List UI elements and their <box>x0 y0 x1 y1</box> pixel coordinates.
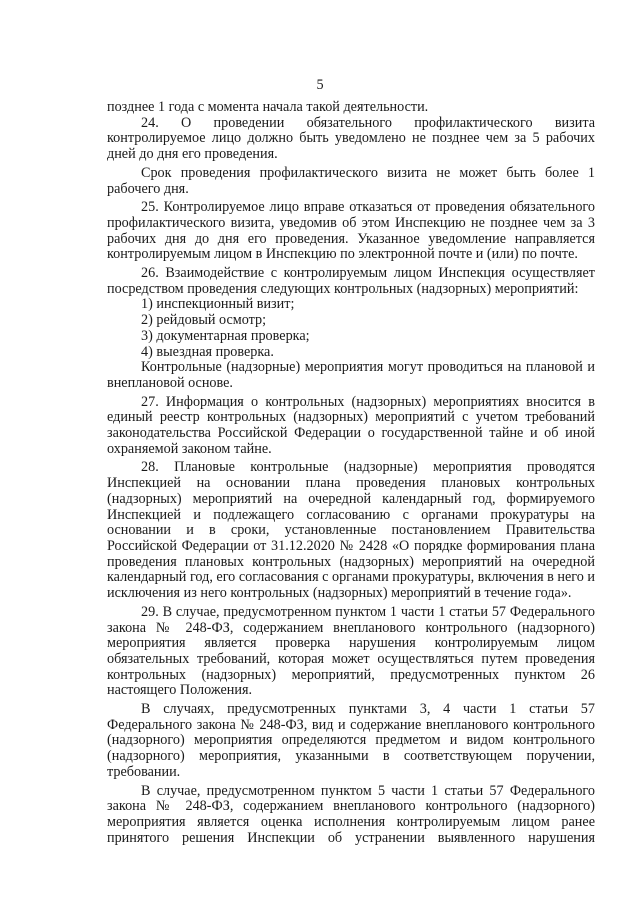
paragraph-case-5: В случае, предусмотренном пунктом 5 части 1 статьи 57 Федерального закона № 248-ФЗ, содержанием внепланового контрольного (надзорного) мероприятия является оценка исполнения контролируемым лицом ранее принятого решения Инспекции об устранении выявленного нарушения <box>107 782 595 846</box>
paragraph-24: 24. О проведении обязательного профилактического визита контролируемое лицо должно быть уведомлено не позднее чем за 5 рабочих дней до дня его проведения. <box>107 114 595 163</box>
list-item-3: 3) документарная проверка; <box>141 327 310 344</box>
paragraph-29: 29. В случае, предусмотренном пунктом 1 части 1 статьи 57 Федерального закона № 248-ФЗ, содержанием внепланового контрольного (надзорного) мероприятия является проверка нарушения контролируемым лицом обязательных требований, которая может осуществляться путем проведения контрольных (надзорных) мероприятий, предусмотренных пунктом 26 настоящего Положения. <box>107 603 595 699</box>
paragraph-27: 27. Информация о контрольных (надзорных) мероприятиях вносится в единый реестр контрольных (надзорных) мероприятий с учетом требований законодательства Российской Федерации о государственной тайне и об иной охраняемой законом тайне. <box>107 393 595 457</box>
list-item-1: 1) инспекционный визит; <box>141 296 295 313</box>
paragraph-cases-3-4: В случаях, предусмотренных пунктами 3, 4 части 1 статьи 57 Федерального закона № 248-ФЗ, вид и содержание внепланового контрольного (надзорного) мероприятия определяются предметом и видом контрольного (надзорного) мероприятия, указанными в соответствующем поручении, требовании. <box>107 701 595 780</box>
paragraph-28: 28. Плановые контрольные (надзорные) мероприятия проводятся Инспекцией на основании плана проведения плановых контрольных (надзорных) мероприятий на очередной календарный год, формируемого Инспекцией и подлежащего согласованию с органами прокуратуры на основании и в сроки, установленные постановлением Правительства Российской Федерации от 31.12.2020 № 2428 «О порядке формирования плана проведения плановых контрольных (надзорных) мероприятий на очередной календарный год, его согласования с органами прокуратуры, включения в него и исключения из него контрольных (надзорных) мероприятий в течение года». <box>107 459 595 602</box>
paragraph-25: 25. Контролируемое лицо вправе отказаться от проведения обязательного профилактического визита, уведомив об этом Инспекцию не позднее чем за 3 рабочих дня до дня его проведения. Указанное уведомление направляется контролируемым лицом в Инспекцию по электронной почте и (или) по почте. <box>107 199 595 263</box>
paragraph-continuation: позднее 1 года с момента начала такой деятельности. <box>107 99 429 115</box>
paragraph-26: 26. Взаимодействие с контролируемым лицом Инспекция осуществляет посредством проведения следующих контрольных (надзорных) мероприятий: <box>107 265 595 297</box>
list-item-4: 4) выездная проверка. <box>141 343 274 360</box>
document-body <box>107 100 595 846</box>
paragraph-planned-basis: Контрольные (надзорные) мероприятия могут проводиться на плановой и внеплановой основе. <box>107 359 595 391</box>
page-number: 5 <box>316 77 324 93</box>
paragraph-visit-duration: Срок проведения профилактического визита не может быть более 1 рабочего дня. <box>107 164 595 197</box>
list-item-2: 2) рейдовый осмотр; <box>141 312 267 329</box>
